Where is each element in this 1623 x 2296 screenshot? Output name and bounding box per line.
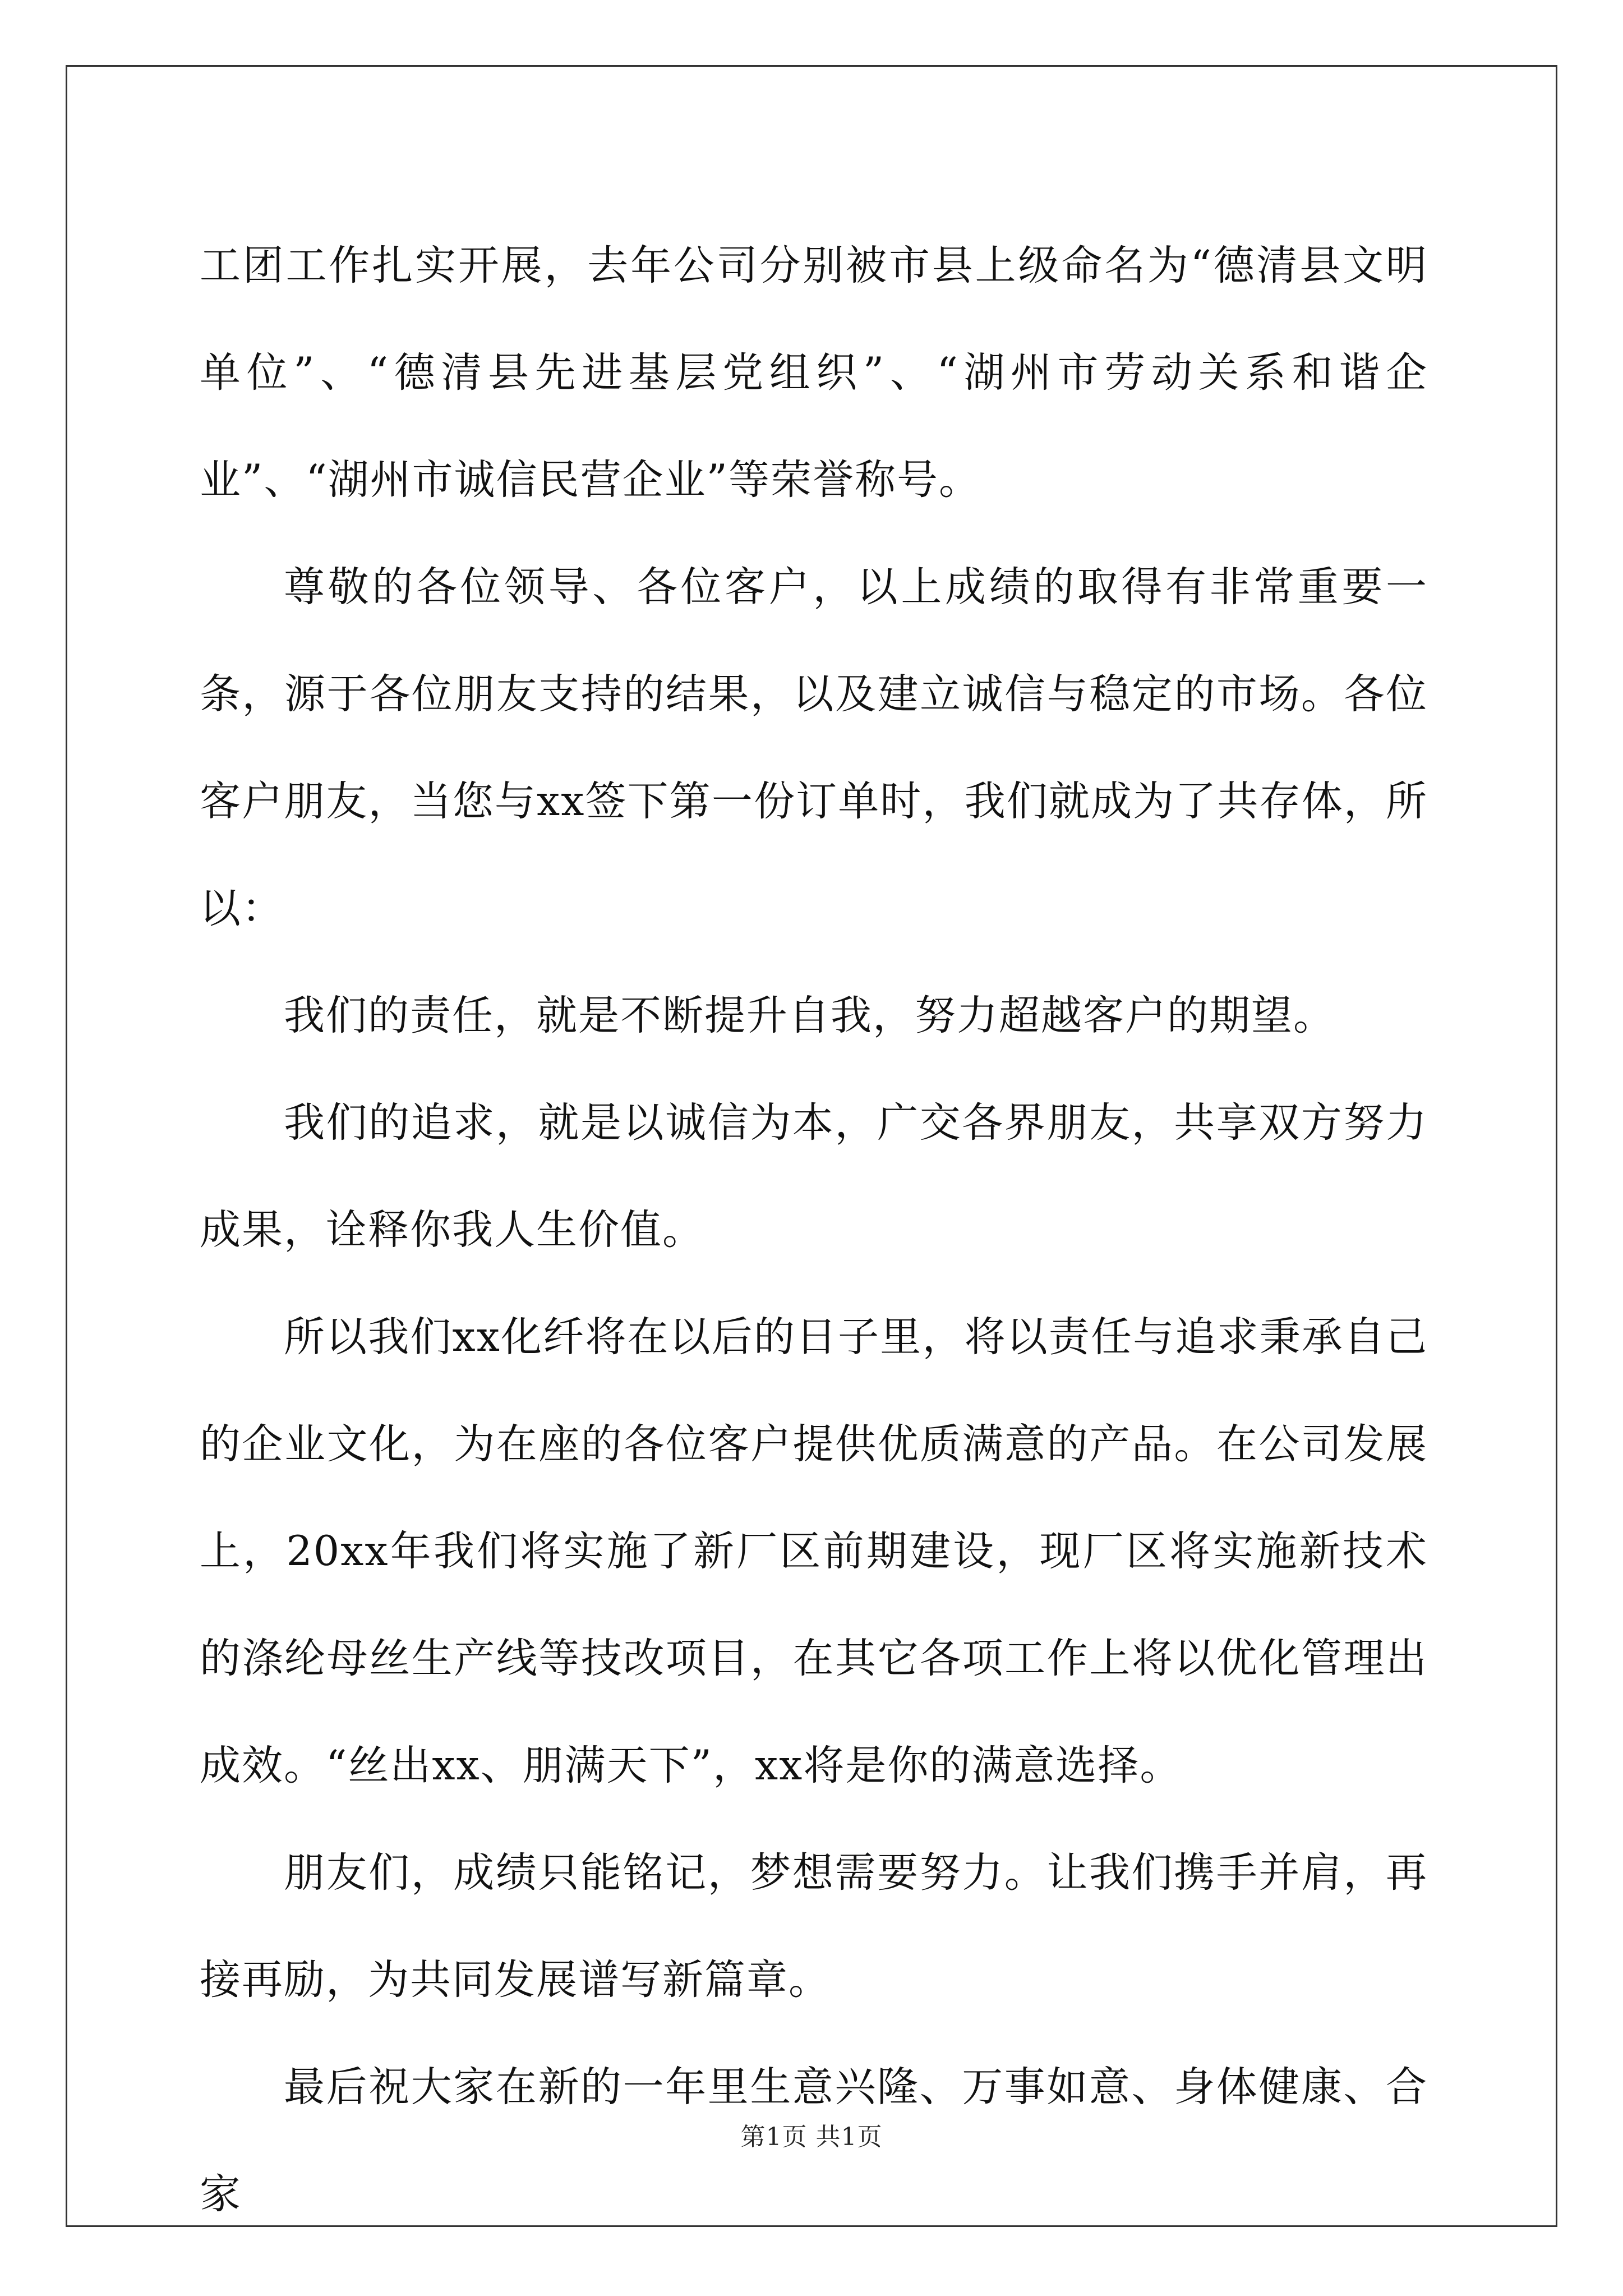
paragraph-5: 所以我们xx化纤将在以后的日子里，将以责任与追求秉承自己的企业文化，为在座的各位客户提供优质满意的产品。在公司发展上，20xx年我们将实施了新厂区前期建设，现厂区将实施新技术的涤纶母丝生产线等技改项目，在其它各项工作上将以优化管理出成效。“丝出xx、朋满天下”，xx将是你的满意选择。: [200, 1313, 1428, 1789]
paragraph-3: 我们的责任，就是不断提升自我，努力超越客户的期望。: [284, 992, 1335, 1039]
paragraph-6: 朋友们，成绩只能铭记，梦想需要努力。让我们携手并肩，再接再励，为共同发展谱写新篇章。: [200, 1849, 1428, 2004]
paragraph-4: 我们的追求，就是以诚信为本，广交各界朋友，共享双方努力成果，诠释你我人生价值。: [200, 1099, 1428, 1254]
paragraph-1: 工团工作扎实开展，去年公司分别被市县上级命名为“德清县文明单位”、“德清县先进基层党组织”、“湖州市劳动关系和谐企业”、“湖州市诚信民营企业”等荣誉称号。: [200, 242, 1428, 504]
paragraph-7: 最后祝大家在新的一年里生意兴隆、万事如意、身体健康、合家: [200, 2063, 1428, 2218]
document-body: [200, 212, 1428, 2248]
page-number-footer: 第1页 共1页: [740, 2123, 883, 2151]
paragraph-2: 尊敬的各位领导、各位客户，以上成绩的取得有非常重要一条，源于各位朋友支持的结果，以及建立诚信与稳定的市场。各位客户朋友，当您与xx签下第一份订单时，我们就成为了共存体，所以：: [200, 563, 1428, 932]
